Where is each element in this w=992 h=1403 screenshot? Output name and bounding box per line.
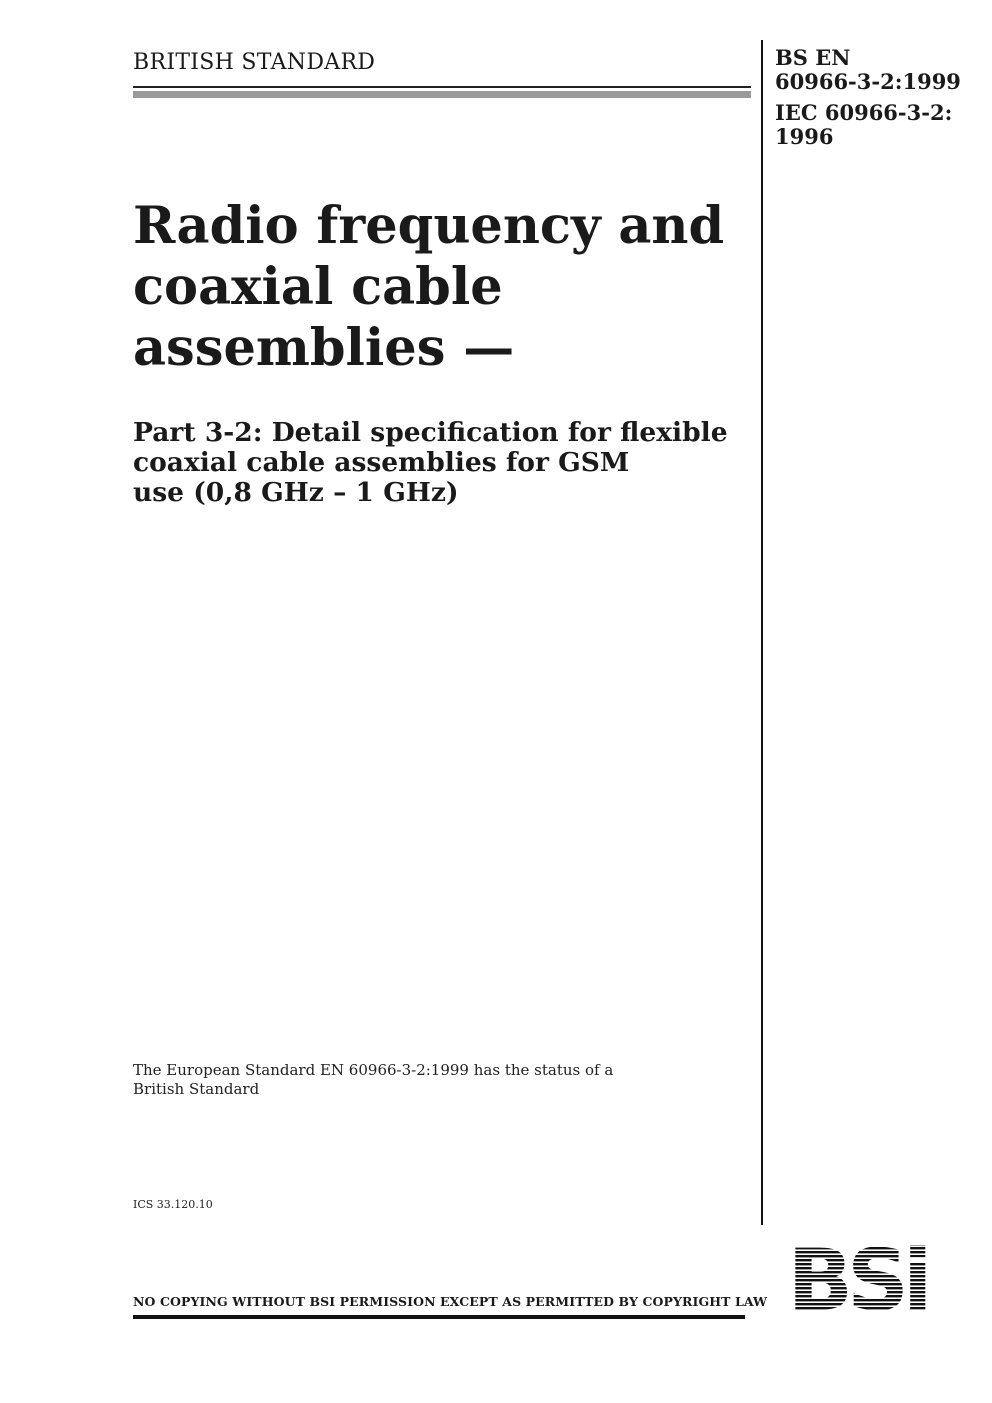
document-title xyxy=(133,196,743,379)
document-series-label: BRITISH STANDARD xyxy=(133,50,376,75)
iec-number-line2: 1996 xyxy=(775,124,834,149)
bs-en-number-line1: BS EN xyxy=(775,45,851,70)
vertical-divider xyxy=(761,40,763,1225)
subtitle-line3: use (0,8 GHz – 1 GHz) xyxy=(133,477,459,508)
subtitle-line2: coaxial cable assemblies for GSM xyxy=(133,447,630,478)
copyright-notice: NO COPYING WITHOUT BSI PERMISSION EXCEPT AS PERMITTED BY COPYRIGHT LAW xyxy=(133,1294,768,1309)
subtitle-line1: Part 3-2: Detail specification for flexible xyxy=(133,417,728,448)
bs-en-number-line2: 60966-3-2:1999 xyxy=(775,69,961,94)
bsi-logo-icon xyxy=(769,1243,945,1318)
title-line2: coaxial cable xyxy=(133,257,503,317)
copyright-rule xyxy=(133,1315,745,1319)
document-subtitle xyxy=(133,418,753,508)
status-line1: The European Standard EN 60966-3-2:1999 has the status of a xyxy=(133,1061,614,1079)
header-rule-thin xyxy=(133,86,751,88)
title-line1: Radio frequency and xyxy=(133,196,725,256)
status-statement xyxy=(133,1061,613,1099)
bs-en-number xyxy=(775,46,961,94)
ics-code: ICS 33.120.10 xyxy=(133,1198,213,1211)
header-rule-thick xyxy=(133,91,751,98)
iec-number-line1: IEC 60966-3-2: xyxy=(775,100,953,125)
title-line3: assemblies — xyxy=(133,318,515,378)
status-line2: British Standard xyxy=(133,1080,260,1098)
iec-number xyxy=(775,101,952,149)
